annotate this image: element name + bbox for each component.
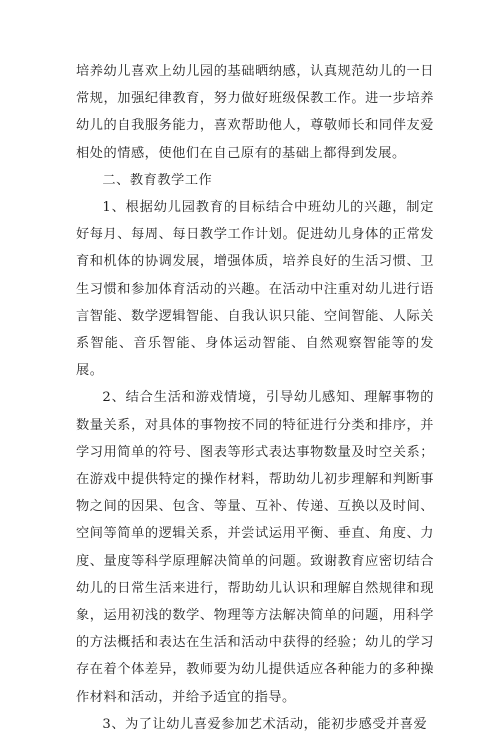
paragraph-continuation: 培养幼儿喜欢上幼儿园的基础晒纳感，认真规范幼儿的一日常规，加强纪律教育，努力做好班级保教工作。进一步培养幼儿的自我服务能力，喜欢帮助他人，尊敬师长和同伴友爱相处的情感，使他们在自己原有的基础上都得到发展。 — [76, 64, 434, 161]
paragraph-item-1: 1、根据幼儿园教育的目标结合中班幼儿的兴趣，制定好每月、每周、每日教学工作计划。促进幼儿身体的正常发育和机体的协调发展，增强体质，培养良好的生活习惯、卫生习惯和参加体育活动的兴趣。在活动中注重对幼儿进行语言智能、数学逻辑智能、自我认识只能、空间智能、人际关系智能、音乐智能、身体运动智能、自然观察智能等的发展。 — [76, 200, 434, 379]
document-body — [76, 58, 434, 738]
section-heading: 二、教育教学工作 — [102, 172, 213, 188]
paragraph-item-2: 2、结合生活和游戏情境，引导幼儿感知、理解事物的数量关系，对具体的事物按不同的特征进行分类和排序，并学习用简单的符号、图表等形式表达事物数量及时空关系；在游戏中提供特定的操作材料，帮助幼儿初步理解和判断事物之间的因果、包含、等量、互补、传递、互换以及时间、空间等简单的逻辑关系，并尝试运用平衡、垂直、角度、力度、量度等科学原理解决简单的问题。致谢教育应密切结合幼儿的日常生活来进行，帮助幼儿认识和理解自然规律和现象，运用初浅的数学、物理等方法解决简单的问题，用科学的方法概括和表达在生活和活动中获得的经验；幼儿的学习存在着个体差异，教师要为幼儿提供适应各种能力的多种操作材料和活动，并给予适宜的指导。 — [76, 390, 434, 705]
paragraph-item-3: 3、为了让幼儿喜爱参加艺术活动，能初步感受并喜爱 — [102, 716, 428, 732]
